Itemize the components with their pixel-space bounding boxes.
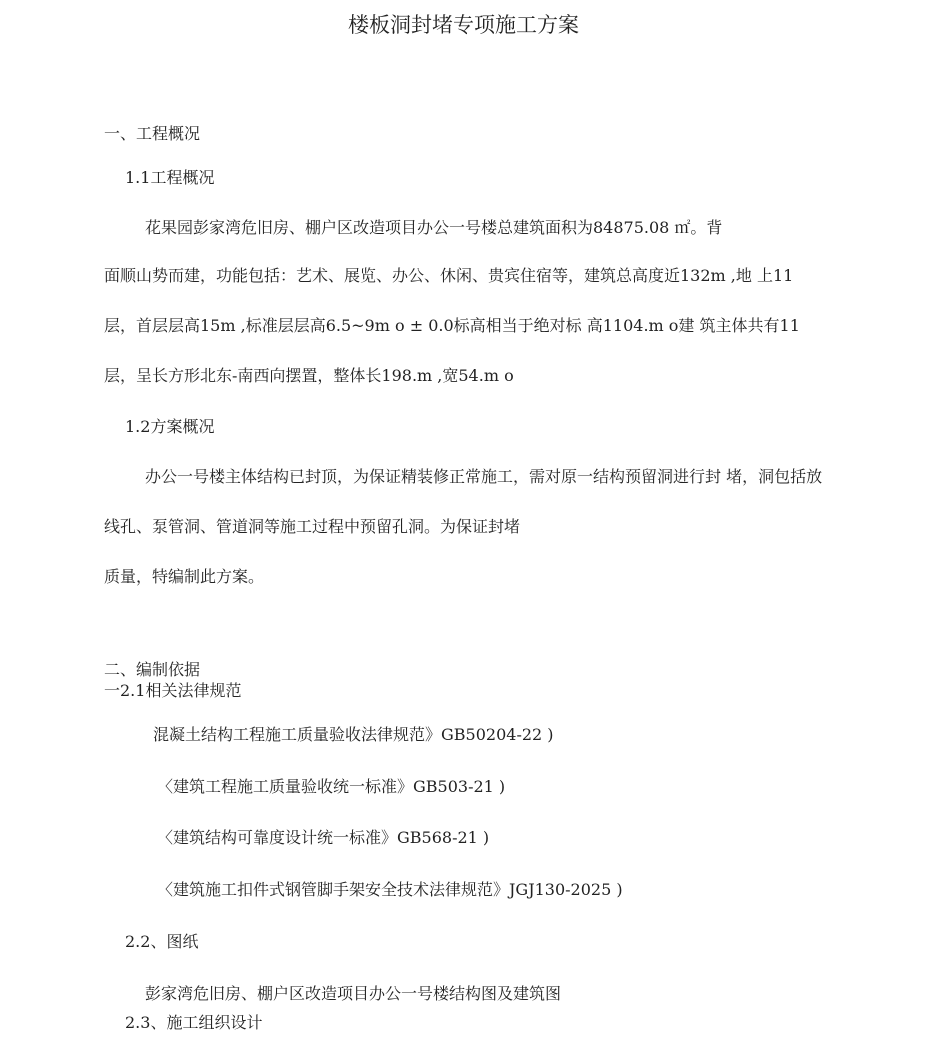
subsection-heading: 一2.1相关法律规范 xyxy=(104,681,242,700)
paragraph-line: 花果园彭家湾危旧房、棚户区改造项目办公一号楼总建筑面积为84875.08 ㎡。背 xyxy=(145,218,723,237)
paragraph-line: 线孔、泵管洞、管道洞等施工过程中预留孔洞。为保证封堵 xyxy=(104,517,521,536)
document-title: 楼板洞封堵专项施工方案 xyxy=(348,13,579,37)
subsection-heading: 1.2方案概况 xyxy=(125,417,215,436)
paragraph-line: 面顺山势而建，功能包括：艺术、展览、办公、休闲、贵宾住宿等，建筑总高度近132m ,地 上11 xyxy=(104,266,794,285)
paragraph-line: 办公一号楼主体结构已封顶，为保证精装修正常施工，需对原一结构预留洞进行封 堵，洞包括放 xyxy=(145,467,823,486)
paragraph-line: 质量，特编制此方案。 xyxy=(104,567,265,586)
subsection-heading: 2.2、图纸 xyxy=(125,932,199,951)
reference-item: 〈建筑施工扣件式钢管脚手架安全技术法律规范》JGJ130-2025 ) xyxy=(157,880,623,899)
reference-item: 〈建筑工程施工质量验收统一标准》GB503-21 ) xyxy=(157,777,506,796)
paragraph-line: 层，呈长方形北东-南西向摆置，整体长198.m ,宽54.m o xyxy=(104,366,514,385)
section-heading: 一、工程概况 xyxy=(104,124,201,143)
paragraph-line: 彭家湾危旧房、棚户区改造项目办公一号楼结构图及建筑图 xyxy=(145,984,562,1003)
paragraph-line: 层，首层层高15m ,标准层层高6.5~9m o ± 0.0标高相当于绝对标 高1104.m o建 筑主体共有11 xyxy=(104,316,800,335)
reference-item: 混凝土结构工程施工质量验收法律规范》GB50204-22 ) xyxy=(153,725,554,744)
reference-item: 〈建筑结构可靠度设计统一标准》GB568-21 ) xyxy=(157,828,490,847)
subsection-heading: 2.3、施工组织设计 xyxy=(125,1013,263,1032)
section-heading: 二、编制依据 xyxy=(104,660,201,679)
subsection-heading: 1.1工程概况 xyxy=(125,168,215,187)
